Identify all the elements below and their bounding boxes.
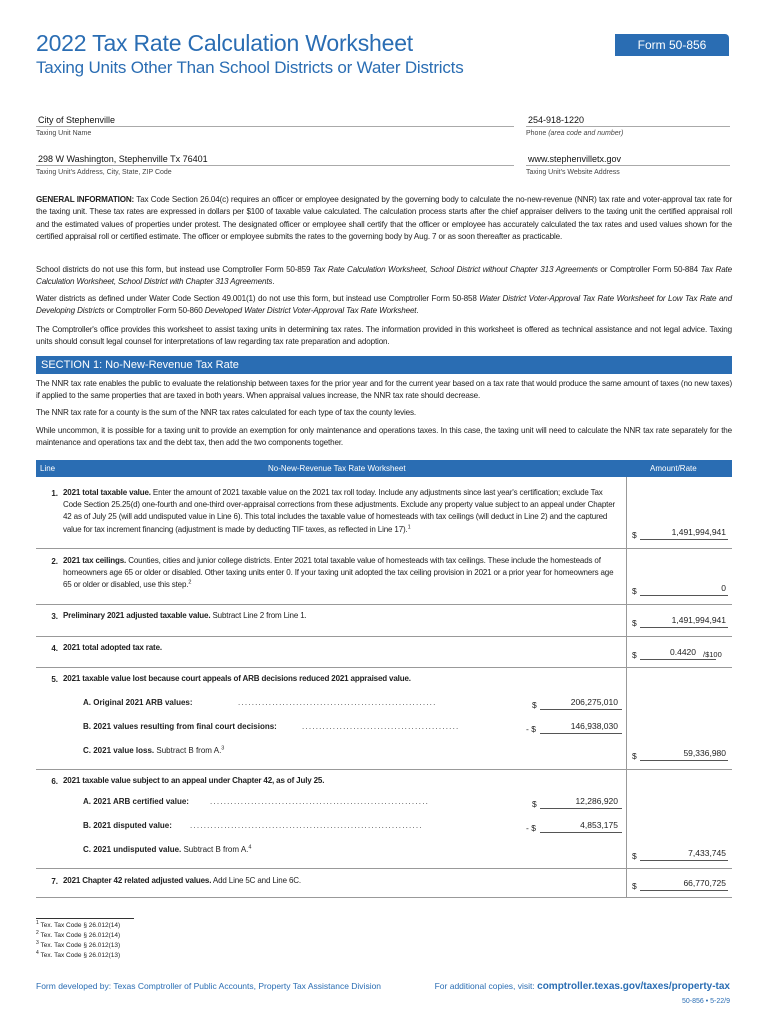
col-line-header: Line	[40, 464, 56, 473]
footnote-3: $^3$ Tex. Tax Code § 26.012(13)	[36, 939, 121, 949]
line-4-rate[interactable]: $ 0.4420	[632, 644, 716, 660]
row-divider	[36, 868, 732, 869]
worksheet-table-header	[36, 460, 732, 477]
line-6-text: 2021 taxable value subject to an appeal under Chapter 42, as of July 25.	[63, 776, 325, 785]
page-title: 2022 Tax Rate Calculation Worksheet	[36, 30, 413, 56]
line-number: 7.	[51, 877, 58, 886]
footnote-2: $^2$ Tex. Tax Code § 26.012(14)	[36, 929, 121, 939]
line-6a-label: A. 2021 ARB certified value:	[83, 797, 189, 806]
col-amount-header: Amount/Rate	[650, 464, 697, 473]
section-1-paragraph-2: The NNR tax rate for a county is the sum of the NNR tax rates calculated for each type of tax the county levies.	[36, 408, 416, 417]
comptroller-link[interactable]: comptroller.texas.gov/taxes/property-tax	[537, 981, 730, 992]
form-number-badge: Form 50-856	[615, 34, 729, 56]
dot-leader: ..........................................................	[238, 698, 437, 707]
line-1-amount[interactable]: $ 1,491,994,941	[632, 527, 726, 540]
phone-field[interactable]: 254-918-1220	[528, 115, 585, 125]
line-number: 6.	[51, 777, 58, 786]
line-7-amount[interactable]: $ 66,770,725	[632, 878, 726, 891]
line-2-amount[interactable]: $ 0	[632, 583, 726, 596]
amount-column-divider	[626, 477, 627, 897]
row-divider	[36, 604, 732, 605]
address-label: Taxing Unit's Address, City, State, ZIP Code	[36, 169, 172, 176]
section-1-header: SECTION 1: No-New-Revenue Tax Rate	[36, 356, 732, 374]
footer-attribution: Form developed by: Texas Comptroller of Public Accounts, Property Tax Assistance Division	[36, 981, 382, 991]
line-number: 2.	[51, 557, 58, 566]
line-3-amount[interactable]: $ 1,491,994,941	[632, 615, 726, 628]
line-5c-label: C. 2021 value loss. Subtract B from A.$^3$	[83, 745, 225, 755]
phone-label: Phone (area code and number)	[526, 130, 624, 137]
line-6b-label: B. 2021 disputed value:	[83, 821, 172, 830]
field-underline	[526, 165, 730, 166]
line-number: 5.	[51, 675, 58, 684]
line-3-text: Preliminary 2021 adjusted taxable value. Subtract Line 2 from Line 1.	[63, 611, 307, 620]
line-number: 1.	[51, 489, 58, 498]
row-divider	[36, 769, 732, 770]
footnote-1: $^1$ Tex. Tax Code § 26.012(14)	[36, 919, 121, 929]
line-4-text: 2021 total adopted tax rate.	[63, 643, 162, 652]
footnote-rule	[36, 918, 134, 919]
footer-copies: For additional copies, visit: comptroller.texas.gov/taxes/property-tax	[434, 981, 730, 992]
section-1-paragraph-3: While uncommon, it is possible for a taxing unit to provide an exemption for only maintenance and operations taxes. In this case, the taxing unit will need to calculate the NNR tax rate separately for the maintenance and operations tax and the debt tax, then add the two components together.	[36, 426, 732, 448]
dot-leader: ..............................................	[302, 722, 460, 731]
dot-leader: ................................................................	[210, 797, 430, 806]
address-field[interactable]: 298 W Washington, Stephenville Tx 76401	[38, 154, 208, 164]
page-subtitle: Taxing Units Other Than School Districts or Water Districts	[36, 58, 464, 77]
school-districts-paragraph: School districts do not use this form, but instead use Comptroller Form 50-859 Tax Rate Calculation Worksheet, School District without Chapter 313 Agreements or Comptroller Form 50-884 Tax Rate Calculation Worksheet, School District with Chapter 313 Agreements.	[36, 265, 732, 287]
line-5a-amount[interactable]: $ 206,275,010	[526, 694, 622, 710]
per-100-suffix: /$100	[703, 650, 722, 659]
row-divider	[36, 897, 732, 898]
line-7-text: 2021 Chapter 42 related adjusted values. Add Line 5C and Line 6C.	[63, 876, 301, 885]
field-underline	[36, 126, 514, 127]
taxing-unit-name-label: Taxing Unit Name	[36, 130, 92, 137]
line-5a-label: A. Original 2021 ARB values:	[83, 698, 193, 707]
section-1-paragraph-1: The NNR tax rate enables the public to evaluate the relationship between taxes for the prior year and for the current year based on a tax rate that would produce the same amount of taxes (no new taxes) if applied to the same properties that are taxed in both years. When appraisal values increase, the NNR tax rate should decrease.	[36, 379, 732, 401]
line-5b-label: B. 2021 values resulting from final court decisions:	[83, 722, 277, 731]
line-6a-amount[interactable]: $ 12,286,920	[526, 793, 622, 809]
taxing-unit-name-field[interactable]: City of Stephenville	[38, 115, 116, 125]
website-label: Taxing Unit's Website Address	[526, 169, 620, 176]
footnote-4: $^4$ Tex. Tax Code § 26.012(13)	[36, 949, 121, 959]
general-information-paragraph: GENERAL INFORMATION: Tax Code Section 26.04(c) requires an officer or employee designated by the governing body to calculate the no-new-revenue (NNR) tax rate and voter-approval tax rate for the taxing unit. These tax rates are expressed in dollars per $100 of taxable value calculated. The calculation process starts after the chief appraiser delivers to the taxing unit the certified appraisal roll and the estimated values of properties under protest. The designated officer or employee shall certify that the officer or employee has accurately calculated the tax rates and used values shown for the certified appraisal roll or certified estimate. The officer or employee submits the rates to the governing body by Aug. 7 or as soon thereafter as practicable.	[36, 195, 733, 242]
line-6b-amount[interactable]: - $ 4,853,175	[526, 817, 622, 833]
row-divider	[36, 548, 732, 549]
row-divider	[36, 667, 732, 668]
line-5b-amount[interactable]: - $ 146,938,030	[526, 718, 622, 734]
line-6c-label: C. 2021 undisputed value. Subtract B from A.$^4$	[83, 844, 252, 854]
line-6c-amount[interactable]: $ 7,433,745	[632, 848, 726, 861]
line-5c-amount[interactable]: $ 59,336,980	[632, 748, 726, 761]
dot-leader: ....................................................................	[190, 821, 423, 830]
website-field[interactable]: www.stephenvilletx.gov	[528, 154, 622, 164]
line-1-text: 2021 total taxable value. Enter the amount of 2021 taxable value on the 2021 tax roll today. Include any adjustments since last year's certification; exclude Tax Code Section 25.25(d) one-fourth and one-third over-appraisal corrections from these adjustments. Exclude any property value subject to an appeal under Chapter 42 as of July 25 (will add undisputed value in Line 6). This total includes the taxable value of homesteads with tax ceilings (will deduct in Line 2) and the captured value for tax increment financing (adjustment is made by deducting TIF taxes, as reflected in Line 17).$^1$	[63, 488, 616, 534]
col-worksheet-header: No-New-Revenue Tax Rate Worksheet	[268, 464, 406, 473]
row-divider	[36, 636, 732, 637]
form-revision-code: 50-856 • 5-22/9	[682, 998, 730, 1005]
water-districts-paragraph: Water districts as defined under Water Code Section 49.001(1) do not use this form, but instead use Comptroller Form 50-858 Water District Voter-Approval Tax Rate Worksheet for Low Tax Rate and Developing Districts or Comptroller Form 50-860 Developed Water District Voter-Approval Tax Rate Worksheet.	[36, 294, 732, 316]
comptroller-paragraph: The Comptroller's office provides this worksheet to assist taxing units in determining tax rates. The information provided in this worksheet is offered as technical assistance and not legal advice. Taxing units should consult legal counsel for interpretations of law regarding tax rate preparation and adoption.	[36, 325, 732, 347]
field-underline	[36, 165, 514, 166]
line-2-text: 2021 tax ceilings. Counties, cities and junior college districts. Enter 2021 total taxable value of homesteads with tax ceilings. These include the homesteads of homeowners age 65 or older or disabled. Other taxing units enter 0. If your taxing unit adopted the tax ceiling provision in 2021 or a prior year for homeowners age 65 or older or disabled, use this step.$^2$	[63, 556, 614, 590]
field-underline	[526, 126, 730, 127]
line-number: 4.	[51, 644, 58, 653]
line-5-text: 2021 taxable value lost because court appeals of ARB decisions reduced 2021 appraised value.	[63, 674, 411, 683]
line-number: 3.	[51, 612, 58, 621]
